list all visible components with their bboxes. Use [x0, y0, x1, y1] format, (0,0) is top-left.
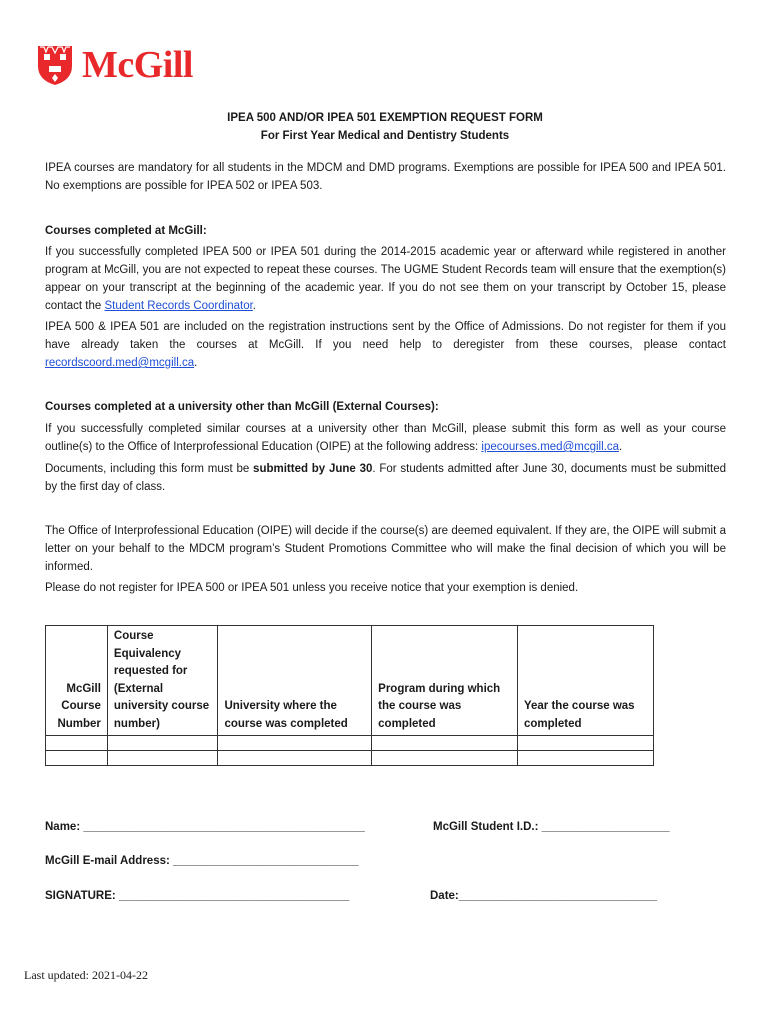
student-records-coordinator-link[interactable]: Student Records Coordinator	[104, 300, 253, 312]
title-line-1: IPEA 500 AND/OR IPEA 501 EXEMPTION REQUEST FORM	[227, 112, 543, 124]
header-university: University where the course was completed	[218, 626, 372, 736]
mcgill-crest-icon	[36, 44, 74, 86]
table-cell-input[interactable]	[517, 736, 653, 751]
header-year: Year the course was completed	[517, 626, 653, 736]
mcgill-logo	[36, 44, 193, 86]
table-cell-input[interactable]	[218, 736, 372, 751]
oipe-paragraph: The Office of Interprofessional Education (OIPE) will decide if the course(s) are deemed equivalent. If they are, the OIPE will submit a letter on your behalf to the MDCM program’s Student Promotions Committee who will make the final decision of which you will be informed.	[45, 525, 726, 573]
date-field[interactable]: Date:_______________________________	[430, 890, 658, 902]
table-header-row	[46, 626, 654, 736]
table-cell-input[interactable]	[517, 751, 653, 766]
table-cell-input[interactable]	[107, 736, 218, 751]
table-cell-input[interactable]	[46, 736, 108, 751]
intro-paragraph: IPEA courses are mandatory for all students in the MDCM and DMD programs. Exemptions are possible for IPEA 500 and IPEA 501. No exemptions are possible for IPEA 502 or IPEA 503.	[45, 162, 726, 192]
table-row	[46, 751, 654, 766]
exemption-table	[45, 625, 654, 766]
student-id-field[interactable]: McGill Student I.D.: ____________________	[433, 821, 670, 833]
form-title	[0, 109, 770, 145]
header-course-equivalency: Course Equivalency requested for (External university course number)	[107, 626, 218, 736]
table-cell-input[interactable]	[46, 751, 108, 766]
external-paragraph-1: If you successfully completed similar courses at a university other than McGill, please submit this form as well as your course outline(s) to the Office of Interprofessional Education (OIPE) at the following address: ipecourses.med@mcgill.ca.	[45, 423, 726, 453]
ipecourses-email-link[interactable]: ipecourses.med@mcgill.ca	[481, 441, 619, 453]
external-paragraph-2: Documents, including this form must be submitted by June 30. For students admitted after June 30, documents must be submitted by the first day of class.	[45, 463, 726, 493]
table-cell-input[interactable]	[218, 751, 372, 766]
email-field[interactable]: McGill E-mail Address: _____________________________	[45, 855, 359, 867]
mcgill-paragraph-2: IPEA 500 & IPEA 501 are included on the registration instructions sent by the Office of Admissions. Do not register for them if you have already taken the courses at McGill. If you need help to deregister from these courses, please contact recordscoord.med@mcgill.ca.	[45, 321, 726, 369]
logo-wordmark: McGill	[82, 44, 193, 86]
table-cell-input[interactable]	[107, 751, 218, 766]
table-cell-input[interactable]	[372, 736, 518, 751]
mcgill-paragraph-1: If you successfully completed IPEA 500 or IPEA 501 during the 2014-2015 academic year or afterward while registered in another program at McGill, you are not expected to repeat these courses. The UGME Student Records team will ensure that the exemption(s) appear on your transcript at the beginning of the academic year. If you do not see them on your transcript by October 15, please contact the Student Records Coordinator.	[45, 246, 726, 312]
recordscoord-email-link[interactable]: recordscoord.med@mcgill.ca	[45, 357, 195, 369]
title-line-2: For First Year Medical and Dentistry Students	[260, 130, 510, 142]
notice-paragraph: Please do not register for IPEA 500 or IPEA 501 unless you receive notice that your exemption is denied.	[45, 582, 579, 594]
mcgill-heading: Courses completed at McGill:	[45, 225, 207, 237]
signature-field[interactable]: SIGNATURE: ____________________________________	[45, 890, 350, 902]
last-updated: Last updated: 2021-04-22	[24, 968, 148, 982]
table-cell-input[interactable]	[372, 751, 518, 766]
table-row	[46, 736, 654, 751]
header-program: Program during which the course was completed	[372, 626, 518, 736]
name-field[interactable]: Name: ____________________________________________	[45, 821, 365, 833]
external-heading: Courses completed at a university other than McGill (External Courses):	[45, 401, 439, 413]
header-mcgill-course-number: McGill Course Number	[46, 626, 108, 736]
